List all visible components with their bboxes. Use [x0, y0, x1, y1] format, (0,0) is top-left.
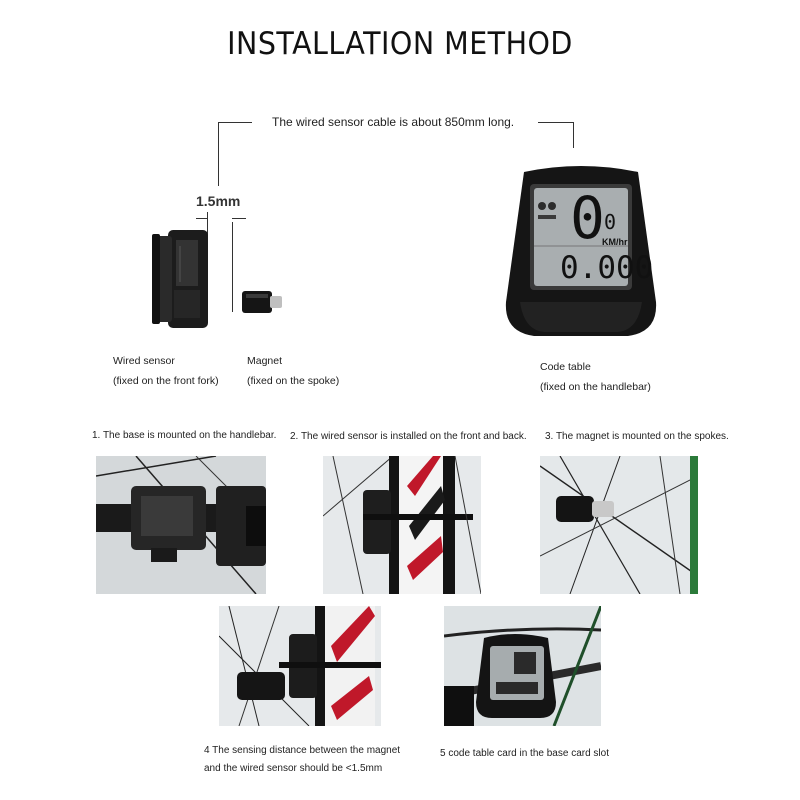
- page-title: INSTALLATION METHOD: [227, 26, 573, 62]
- speed-small-readout: 0: [604, 210, 617, 234]
- step-4-photo: [219, 606, 381, 726]
- step-4-caption-line-2: and the wired sensor should be <1.5mm: [204, 763, 383, 774]
- step-1-photo: [96, 456, 266, 594]
- magnet-name: Magnet: [247, 355, 283, 367]
- sensor-note: (fixed on the front fork): [113, 375, 219, 387]
- speed-readout: 0: [570, 184, 605, 252]
- magnet-image: [242, 289, 286, 315]
- step-1-caption: 1. The base is mounted on the handlebar.: [92, 430, 277, 441]
- code-table-label: [540, 357, 651, 397]
- step-3-photo: [540, 456, 698, 594]
- step-2-caption: 2. The wired sensor is installed on the front and back.: [290, 431, 527, 442]
- code-table-name: Code table: [540, 361, 591, 373]
- unit-label: KM/hr: [602, 237, 628, 247]
- step-4-caption: [204, 742, 400, 778]
- wired-sensor-image: [150, 226, 212, 330]
- step-5-caption: 5 code table card in the base card slot: [440, 748, 609, 759]
- sensor-label: [113, 351, 219, 391]
- gap-line-right: [232, 218, 246, 219]
- cable-line-left: [218, 122, 252, 123]
- step-2-photo: [323, 456, 481, 594]
- cable-tick-left: [218, 122, 219, 186]
- sensor-name: Wired sensor: [113, 355, 175, 367]
- code-table-note: (fixed on the handlebar): [540, 381, 651, 393]
- cable-line-right: [538, 122, 574, 123]
- distance-readout: 0.000: [560, 250, 654, 286]
- gap-tick-right: [232, 222, 233, 312]
- step-3-caption: 3. The magnet is mounted on the spokes.: [545, 431, 729, 442]
- gap-label: 1.5mm: [196, 193, 241, 209]
- magnet-note: (fixed on the spoke): [247, 375, 340, 387]
- cable-note: The wired sensor cable is about 850mm long.: [272, 115, 515, 129]
- step-5-photo: [444, 606, 601, 726]
- magnet-label: [247, 351, 339, 391]
- cable-tick-right: [573, 122, 574, 148]
- step-4-caption-line-1: 4 The sensing distance between the magnet: [204, 745, 401, 756]
